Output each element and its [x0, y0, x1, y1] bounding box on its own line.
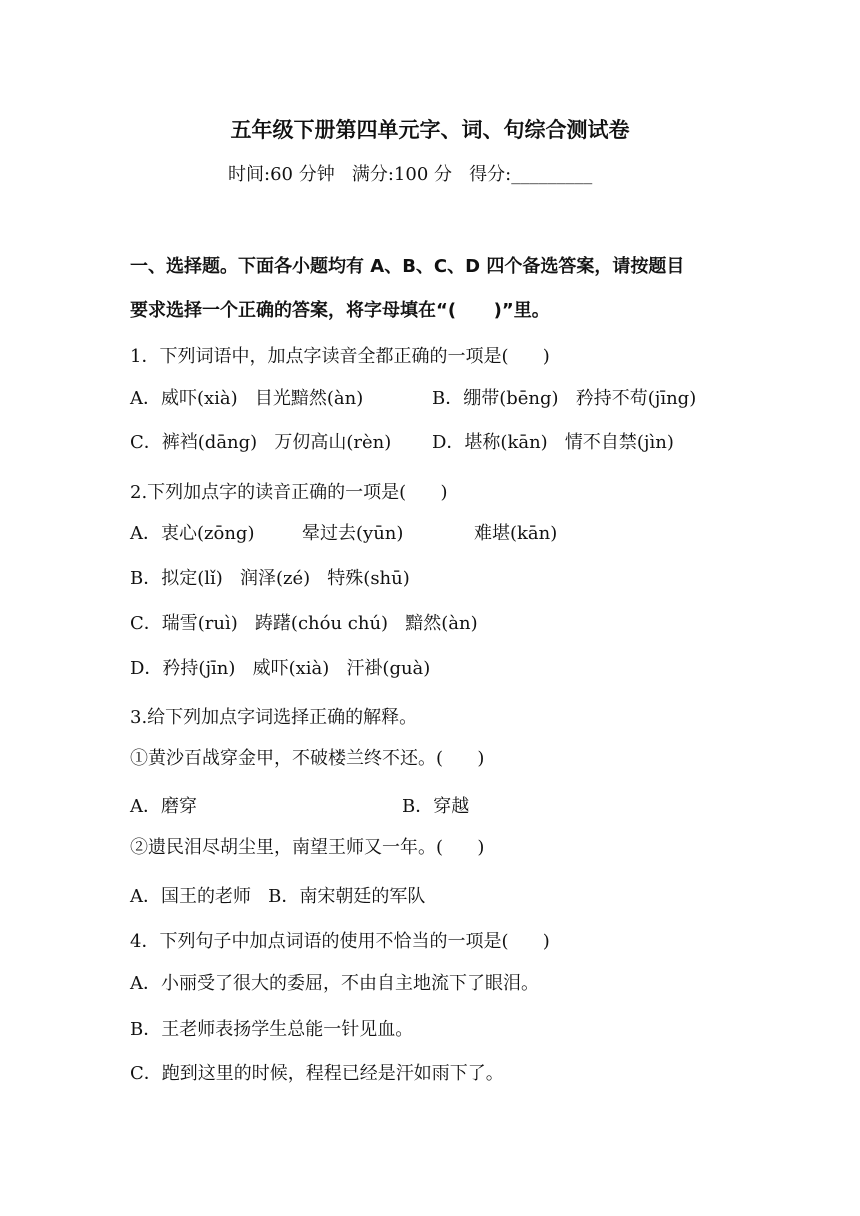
question-2-option-d: D．矜持(jīn) 威吓(xià) 汗褂(guà)	[130, 658, 431, 679]
question-3-poem-1-option-a: A．磨穿	[130, 796, 197, 817]
question-1-option-b: B．绷带(bēng) 矜持不苟(jīng)	[432, 388, 697, 409]
section-heading: 一、选择题。下面各小题均有 A、B、C、D 四个备选答案，请按题目	[130, 256, 685, 277]
question-2-option-a1: A．衷心(zōng)	[130, 523, 255, 544]
question-4-option-c: C．跑到这里的时候，程程已经是汗如雨下了。	[130, 1063, 504, 1084]
question-2-option-a2: 晕过去(yūn)	[302, 523, 404, 544]
question-1-option-c: C．裤裆(dāng) 万仞高山(rèn)	[130, 432, 392, 453]
question-1-option-d: D．堪称(kān) 情不自禁(jìn)	[432, 432, 674, 453]
question-3-poem-1: ①黄沙百战穿金甲，不破楼兰终不还。( )	[130, 748, 485, 769]
question-1-option-a: A．威吓(xià) 目光黯然(àn)	[130, 388, 364, 409]
question-3-poem-1-option-b: B．穿越	[402, 796, 470, 817]
question-2-option-a3: 难堪(kān)	[474, 523, 558, 544]
page-title: 五年级下册第四单元字、词、句综合测试卷	[230, 118, 630, 142]
question-4-option-b: B．王老师表扬学生总能一针见血。	[130, 1019, 414, 1040]
question-3-stem: 3.给下列加点字词选择正确的解释。	[130, 707, 418, 728]
question-2-option-b: B．拟定(lǐ) 润泽(zé) 特殊(shū)	[130, 568, 410, 589]
question-3-poem-2: ②遗民泪尽胡尘里，南望王师又一年。( )	[130, 837, 485, 858]
question-2-option-c: C．瑞雪(ruì) 踌躇(chóu chú) 黯然(àn)	[130, 613, 478, 634]
question-2-stem: 2.下列加点字的读音正确的一项是( )	[130, 482, 448, 503]
question-3-poem-2-options: A．国王的老师 B．南宋朝廷的军队	[130, 886, 426, 907]
question-4-option-a: A．小丽受了很大的委屈，不由自主地流下了眼泪。	[130, 973, 539, 994]
exam-meta: 时间:60 分钟 满分:100 分 得分:_________	[228, 164, 593, 185]
section-heading-cont: 要求选择一个正确的答案，将字母填在“( )”里。	[130, 300, 550, 321]
question-1-stem: 1．下列词语中，加点字读音全都正确的一项是( )	[130, 346, 550, 367]
question-4-stem: 4．下列句子中加点词语的使用不恰当的一项是( )	[130, 931, 550, 952]
